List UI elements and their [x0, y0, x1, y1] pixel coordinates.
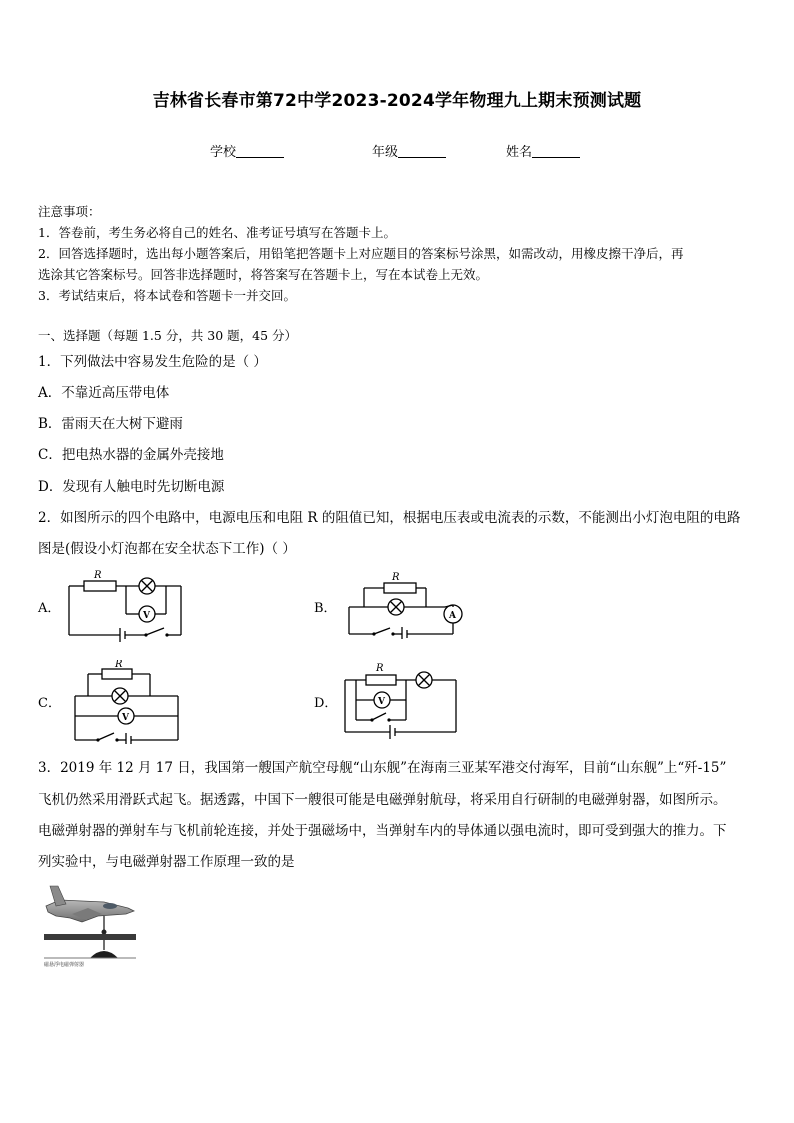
grade-blank — [398, 145, 446, 158]
catapult-figure — [42, 878, 138, 968]
circuit-diagram-c — [72, 660, 184, 744]
figure-caption: 磁悬浮电磁弹射器 — [44, 962, 85, 968]
q2-line-2: 图是(假设小灯泡都在安全状态下工作)（ ） — [38, 541, 296, 557]
q3-line-2: 飞机仍然采用滑跃式起飞。据透露，中国下一艘很可能是电磁弹射航母，将采用自行研制的电磁弹射器，如图所示。 — [38, 792, 727, 808]
circuit-diagram-d — [342, 662, 460, 742]
notes-item-2-line-1: 2．回答选择题时，选出每小题答案后，用铅笔把答题卡上对应题目的答案标号涂黑，如需改动，用橡皮擦干净后，再 — [38, 246, 684, 261]
q1-option-b: B．雷雨天在大树下避雨 — [38, 416, 183, 432]
notes-item-2-line-2: 选涂其它答案标号。回答非选择题时，将答案写在答题卡上，写在本试卷上无效。 — [38, 267, 489, 282]
notes-block — [38, 201, 758, 306]
resistor-label: R — [94, 570, 102, 581]
resistor-label: R — [376, 663, 384, 674]
notes-heading: 注意事项： — [38, 204, 101, 219]
voltmeter-label: V — [143, 611, 150, 621]
resistor-label: R — [392, 572, 400, 583]
q1-option-d: D．发现有人触电时先切断电源 — [38, 479, 225, 495]
q2-line-1: 2．如图所示的四个电路中，电源电压和电阻 R 的阻值已知，根据电压表或电流表的示数，不能测出小灯泡电阻的电路 — [38, 510, 741, 526]
grade-field — [372, 141, 446, 160]
voltmeter-label: V — [122, 713, 129, 723]
name-label: 姓名 — [506, 145, 533, 160]
q3-line-4: 列实验中，与电磁弹射器工作原理一致的是 — [38, 854, 295, 870]
q2-option-d-label: D． — [314, 696, 338, 711]
q2-option-b-label: B． — [314, 601, 337, 616]
school-field — [210, 141, 284, 160]
q1-option-a: A．不靠近高压带电体 — [38, 385, 170, 401]
section-heading: 一、选择题（每题 1.5 分，共 30 题，45 分） — [38, 328, 298, 343]
q3-line-3: 电磁弹射器的弹射车与飞机前轮连接，并处于强磁场中，当弹射车内的导体通以强电流时，即可受到强大的推力。下 — [38, 823, 727, 839]
q3-line-1: 3．2019 年 12 月 17 日，我国第一艘国产航空母舰“山东舰”在海南三亚某军港交付海军，目前“山东舰”上“歼-15” — [38, 760, 727, 776]
q1-stem: 1．下列做法中容易发生危险的是（ ） — [38, 354, 267, 370]
grade-label: 年级 — [372, 145, 399, 160]
page-title: 吉林省长春市第72中学2023-2024学年物理九上期末预测试题 — [152, 91, 642, 111]
resistor-label: R — [115, 660, 123, 670]
jet-aircraft-icon — [46, 886, 134, 935]
q1-option-c: C．把电热水器的金属外壳接地 — [38, 447, 224, 463]
notes-item-1: 1．答卷前，考生务必将自己的姓名、准考证号填写在答题卡上。 — [38, 225, 396, 240]
catapult-shuttle — [90, 951, 118, 958]
q2-option-a-label: A． — [38, 601, 61, 616]
circuit-diagram-a — [66, 568, 186, 642]
ammeter-label: A — [449, 611, 456, 621]
flight-deck — [44, 934, 136, 940]
voltmeter-label: V — [378, 697, 385, 707]
notes-item-3: 3．考试结束后，将本试卷和答题卡一并交回。 — [38, 288, 296, 303]
circuit-diagram-b — [346, 571, 470, 639]
name-field — [506, 141, 580, 160]
school-label: 学校 — [210, 145, 237, 160]
school-blank — [236, 145, 284, 158]
q2-option-c-label: C． — [38, 696, 61, 711]
name-blank — [532, 145, 580, 158]
